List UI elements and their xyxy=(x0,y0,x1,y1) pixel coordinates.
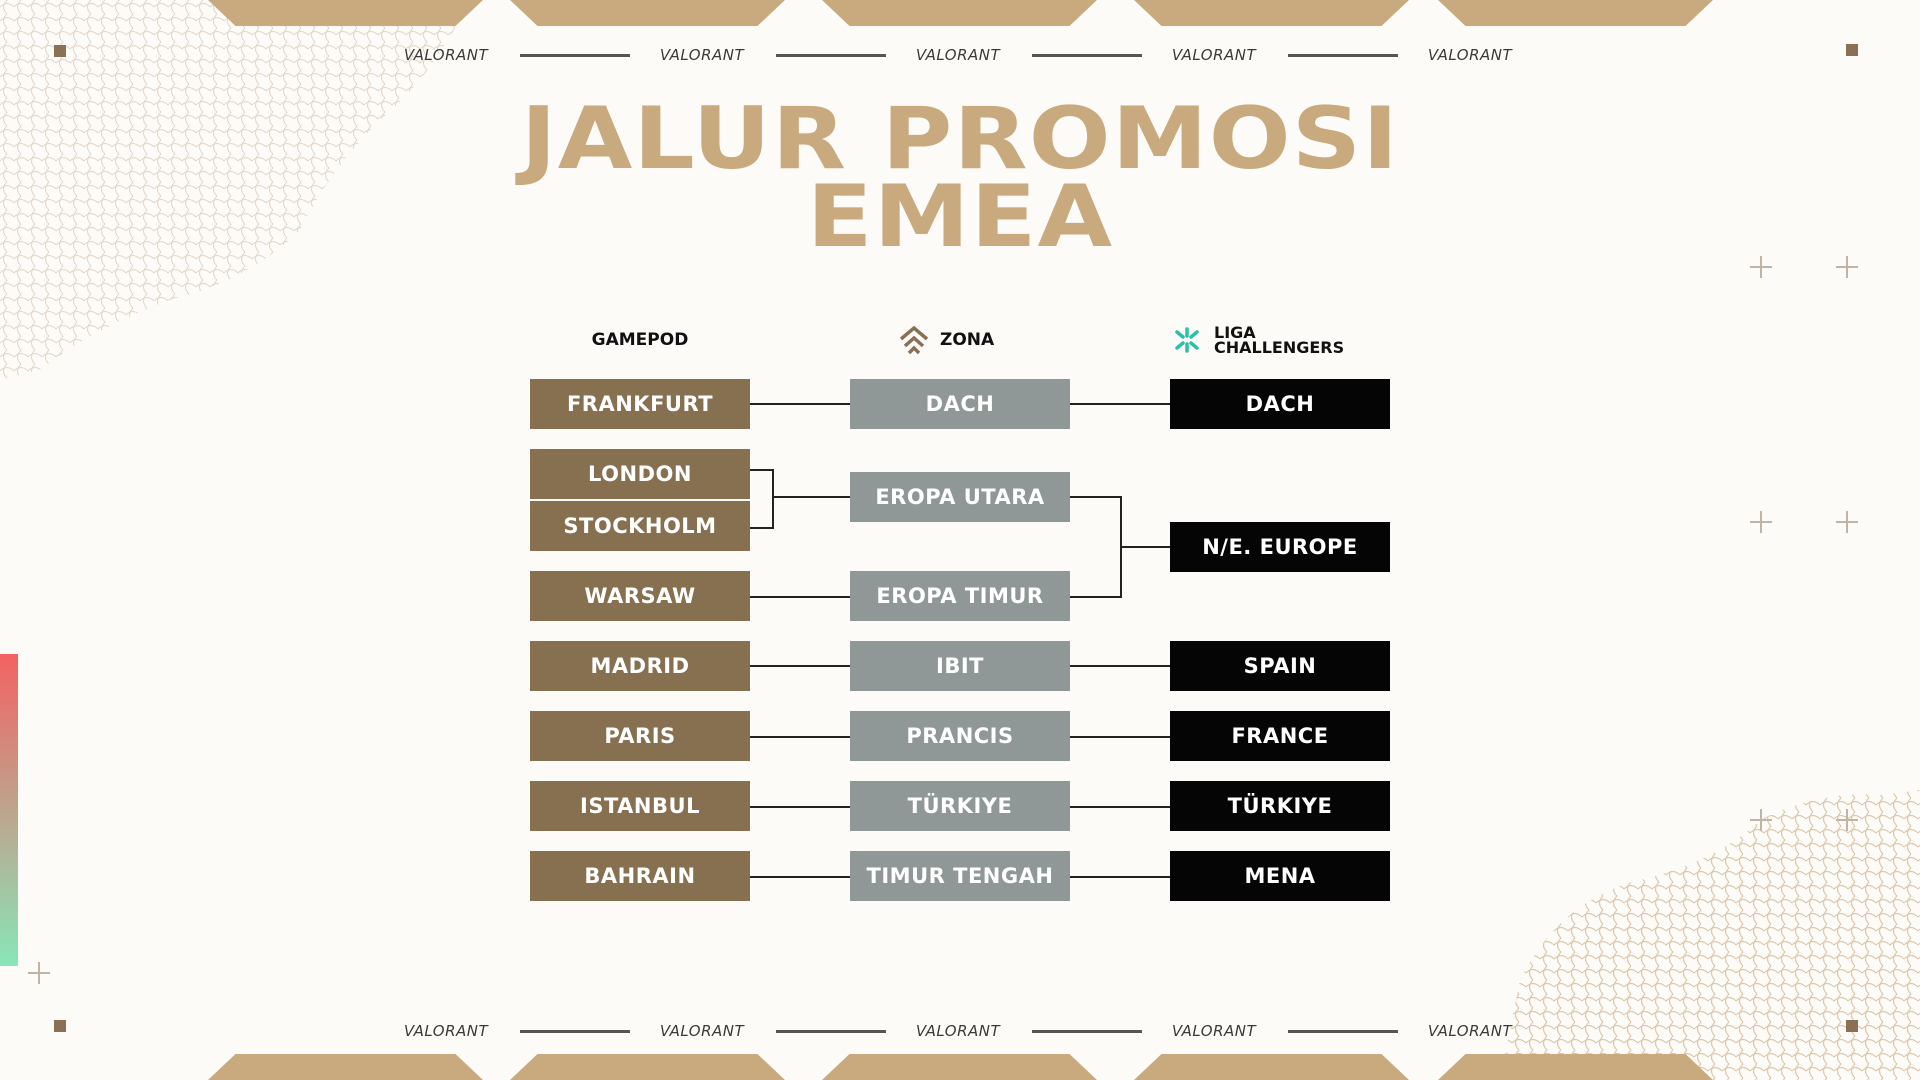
zona-box-ibit: IBIT xyxy=(850,641,1070,691)
corner-square xyxy=(1846,1020,1858,1032)
valorant-logo: VALORANT xyxy=(659,1022,745,1040)
gamepod-box-stockholm: STOCKHOLM xyxy=(530,501,750,551)
divider xyxy=(520,1030,630,1033)
valorant-logo: VALORANT xyxy=(1427,1022,1513,1040)
valorant-logo: VALORANT xyxy=(915,1022,1001,1040)
divider xyxy=(776,54,886,57)
zona-box-timur-tengah: TIMUR TENGAH xyxy=(850,851,1070,901)
connector-line xyxy=(1070,736,1170,738)
top-band-5 xyxy=(1438,0,1713,26)
gamepod-label: GAMEPOD xyxy=(591,330,689,350)
liga-box-ne-europe: N/E. EUROPE xyxy=(1170,522,1390,572)
title-line-1: JALUR PROMOSI xyxy=(520,89,1400,189)
gamepod-box-istanbul: ISTANBUL xyxy=(530,781,750,831)
gamepod-box-warsaw: WARSAW xyxy=(530,571,750,621)
connector-line xyxy=(772,496,850,498)
valorant-logo: VALORANT xyxy=(1427,46,1513,64)
plus-icon xyxy=(1836,809,1858,831)
plus-icon xyxy=(28,962,50,984)
gamepod-box-paris: PARIS xyxy=(530,711,750,761)
bottom-band-5 xyxy=(1438,1054,1713,1080)
gamepod-box-london: LONDON xyxy=(530,449,750,499)
zona-box-eropa-utara: EROPA UTARA xyxy=(850,472,1070,522)
connector-line xyxy=(1070,496,1122,498)
valorant-logo: VALORANT xyxy=(915,46,1001,64)
connector-line xyxy=(750,876,850,878)
divider xyxy=(1288,54,1398,57)
plus-icon xyxy=(1750,809,1772,831)
zona-box-eropa-timur: EROPA TIMUR xyxy=(850,571,1070,621)
connector-line xyxy=(750,806,850,808)
divider xyxy=(776,1030,886,1033)
plus-icon xyxy=(1750,511,1772,533)
plus-icon xyxy=(1836,256,1858,278)
liga-box-dach: DACH xyxy=(1170,379,1390,429)
corner-square xyxy=(54,45,66,57)
divider xyxy=(1288,1030,1398,1033)
valorant-logo: VALORANT xyxy=(659,46,745,64)
gamepod-box-frankfurt: FRANKFURT xyxy=(530,379,750,429)
plus-icon xyxy=(1750,256,1772,278)
corner-square xyxy=(1846,44,1858,56)
connector-line xyxy=(1070,403,1170,405)
connector-line xyxy=(1070,876,1170,878)
zona-chevron-icon xyxy=(898,325,930,355)
divider xyxy=(520,54,630,57)
top-band-3 xyxy=(822,0,1097,26)
divider xyxy=(1032,1030,1142,1033)
connector-line xyxy=(772,469,774,529)
brand-row-bottom xyxy=(400,1022,1520,1042)
column-header-gamepod xyxy=(530,325,750,355)
bottom-band-2 xyxy=(510,1054,785,1080)
connector-line xyxy=(750,469,774,471)
gradient-side-bar xyxy=(0,654,18,966)
column-header-zona xyxy=(898,325,994,355)
top-band-1 xyxy=(208,0,483,26)
valorant-logo: VALORANT xyxy=(1171,1022,1257,1040)
valorant-logo: VALORANT xyxy=(403,1022,489,1040)
connector-line xyxy=(750,596,850,598)
connector-line xyxy=(750,736,850,738)
liga-box-france: FRANCE xyxy=(1170,711,1390,761)
top-band-2 xyxy=(510,0,785,26)
connector-line xyxy=(1070,596,1122,598)
valorant-logo: VALORANT xyxy=(1171,46,1257,64)
connector-line xyxy=(1120,546,1170,548)
liga-box-spain: SPAIN xyxy=(1170,641,1390,691)
gamepod-box-bahrain: BAHRAIN xyxy=(530,851,750,901)
zona-box-prancis: PRANCIS xyxy=(850,711,1070,761)
challengers-logo-icon xyxy=(1172,325,1202,355)
bottom-band-3 xyxy=(822,1054,1097,1080)
title-line-2: EMEA xyxy=(806,167,1114,267)
bottom-band-1 xyxy=(208,1054,483,1080)
zona-box-turkiye: TÜRKIYE xyxy=(850,781,1070,831)
zona-label: ZONA xyxy=(940,330,995,350)
brand-row-top xyxy=(400,46,1520,66)
top-band-4 xyxy=(1134,0,1409,26)
connector-line xyxy=(750,403,850,405)
gamepod-box-madrid: MADRID xyxy=(530,641,750,691)
column-header-liga xyxy=(1172,322,1344,358)
valorant-logo: VALORANT xyxy=(403,46,489,64)
corner-square xyxy=(54,1020,66,1032)
connector-line xyxy=(750,527,774,529)
liga-label-line-1: LIGA xyxy=(1214,323,1256,342)
zona-box-dach: DACH xyxy=(850,379,1070,429)
liga-box-turkiye: TÜRKIYE xyxy=(1170,781,1390,831)
connector-line xyxy=(750,665,850,667)
bottom-band-4 xyxy=(1134,1054,1409,1080)
liga-label-line-2: CHALLENGERS xyxy=(1214,338,1345,357)
plus-icon xyxy=(1836,511,1858,533)
connector-line xyxy=(1070,806,1170,808)
liga-box-mena: MENA xyxy=(1170,851,1390,901)
divider xyxy=(1032,54,1142,57)
page-title xyxy=(0,89,1920,267)
connector-line xyxy=(1070,665,1170,667)
